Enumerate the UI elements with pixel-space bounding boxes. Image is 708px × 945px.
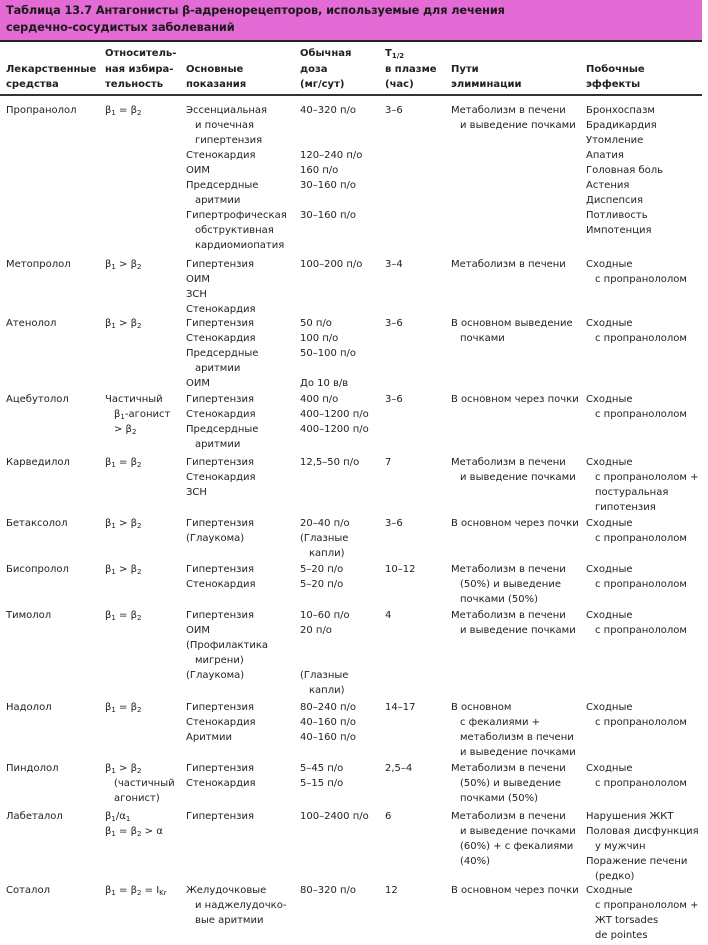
side-effects bbox=[586, 455, 698, 515]
dose-line bbox=[300, 638, 350, 653]
header-elimination-line: элиминации bbox=[451, 79, 522, 90]
header-half-life-line: (час) bbox=[385, 79, 414, 90]
side-effects-line: Сходные bbox=[586, 518, 633, 529]
elimination bbox=[451, 562, 566, 607]
header-indications-line: показания bbox=[186, 79, 247, 90]
dose bbox=[300, 455, 359, 470]
selectivity-line: агонист) bbox=[114, 793, 160, 804]
elimination-line: почками (50%) bbox=[460, 793, 538, 804]
elimination-line: В основном через почки bbox=[451, 518, 579, 529]
selectivity bbox=[105, 883, 167, 898]
side-effects-line: Сходные bbox=[586, 259, 633, 270]
drug-name: Бетаксолол bbox=[6, 518, 68, 529]
elimination-line: Метаболизм в печени bbox=[451, 610, 566, 621]
selectivity bbox=[105, 516, 141, 531]
elimination bbox=[451, 455, 576, 485]
side-effects-line: гипотензия bbox=[595, 502, 656, 513]
indications bbox=[186, 809, 254, 824]
elimination-line: и выведение почками bbox=[460, 747, 576, 758]
indications-line: Гипертензия bbox=[186, 564, 254, 575]
elimination-line: Метаболизм в печени bbox=[451, 763, 566, 774]
side-effects-line: Головная боль bbox=[586, 165, 664, 176]
indications-line: Предсердные bbox=[186, 180, 259, 191]
header-selectivity bbox=[105, 46, 176, 93]
elimination-line: с фекалиями + bbox=[460, 717, 541, 728]
side-effects-line: Бронхоспазм bbox=[586, 105, 655, 116]
dose-line: 100 п/о bbox=[300, 333, 339, 344]
dose-line: 40–160 п/о bbox=[300, 732, 357, 743]
elimination-line: и выведение почками bbox=[460, 826, 576, 837]
dose bbox=[300, 562, 343, 592]
indications-line: ОИМ bbox=[186, 274, 210, 285]
side-effects-line: Сходные bbox=[586, 702, 633, 713]
indications-line: мигрени) bbox=[195, 655, 244, 666]
half-life: 3–6 bbox=[385, 394, 403, 405]
side-effects-line: с пропранололом + bbox=[595, 472, 699, 483]
side-effects-line: с пропранололом bbox=[595, 778, 687, 789]
indications bbox=[186, 608, 268, 683]
side-effects-line: ЖТ torsades bbox=[595, 915, 659, 926]
half-life: 14–17 bbox=[385, 702, 416, 713]
side-effects-line: с пропранололом bbox=[595, 717, 687, 728]
indications-line: ОИМ bbox=[186, 625, 210, 636]
dose-line: капли) bbox=[309, 685, 345, 696]
indications-line: ЗСН bbox=[186, 289, 207, 300]
side-effects-line: Сходные bbox=[586, 457, 633, 468]
dose bbox=[300, 516, 350, 561]
dose-line: 40–320 п/о bbox=[300, 105, 357, 116]
half-life: 3–4 bbox=[385, 259, 403, 270]
selectivity-line: $\beta_1 > \beta_2$ bbox=[105, 763, 142, 775]
half-life: 10–12 bbox=[385, 564, 416, 575]
dose-line: 120–240 п/о bbox=[300, 150, 363, 161]
elimination-line: Метаболизм в печени bbox=[451, 457, 566, 468]
selectivity-line: $\beta_1/\alpha_1$ bbox=[105, 811, 131, 823]
dose-line: 160 п/о bbox=[300, 165, 339, 176]
dose-line: 50–100 п/о bbox=[300, 348, 357, 359]
selectivity bbox=[105, 392, 170, 437]
dose-line: 400–1200 п/о bbox=[300, 424, 369, 435]
drug-name: Метопролол bbox=[6, 259, 71, 270]
side-effects-line: Нарушения ЖКТ bbox=[586, 811, 674, 822]
indications bbox=[186, 103, 287, 253]
half-life: 3–6 bbox=[385, 105, 403, 116]
selectivity-line: $\beta_1 > \beta_2$ bbox=[105, 318, 142, 330]
side-effects-line: (редко) bbox=[595, 871, 635, 882]
drug-name: Тимолол bbox=[6, 610, 52, 621]
indications-line: ОИМ bbox=[186, 378, 210, 389]
elimination-line: В основном bbox=[451, 702, 512, 713]
drug-name: Надолол bbox=[6, 702, 52, 713]
header-selectivity-line: ная избира- bbox=[105, 63, 174, 75]
selectivity-line: > $\beta_2$ bbox=[114, 424, 137, 436]
elimination-line: Метаболизм в печени bbox=[451, 105, 566, 116]
indications-line: Гипертензия bbox=[186, 394, 254, 405]
dose-line: 40–160 п/о bbox=[300, 717, 357, 728]
dose-line: 30–160 п/о bbox=[300, 180, 357, 191]
header-side-effects-line: эффекты bbox=[586, 79, 641, 90]
selectivity-line: $\beta_1 > \beta_2$ bbox=[105, 259, 142, 271]
side-effects-line: с пропранололом bbox=[595, 579, 687, 590]
dose-line: До 10 в/в bbox=[300, 378, 349, 389]
elimination bbox=[451, 883, 579, 898]
selectivity bbox=[105, 257, 141, 272]
drug-name: Карведилол bbox=[6, 457, 70, 468]
dose bbox=[300, 257, 362, 272]
indications-line: ОИМ bbox=[186, 165, 210, 176]
header-half-life-line: в плазме bbox=[385, 63, 437, 75]
dose-line: 100–200 п/о bbox=[300, 259, 363, 270]
dose-line bbox=[300, 361, 356, 376]
indications-line: кардиомиопатия bbox=[195, 240, 285, 251]
selectivity-line: $\beta_1 = \beta_2$ bbox=[105, 610, 142, 622]
side-effects bbox=[586, 809, 699, 884]
indications-line: (Глаукома) bbox=[186, 533, 245, 544]
elimination-line: (60%) + с фекалиями bbox=[460, 841, 574, 852]
elimination bbox=[451, 809, 576, 869]
dose bbox=[300, 608, 350, 698]
indications bbox=[186, 700, 256, 745]
header-half-life bbox=[385, 46, 437, 93]
side-effects bbox=[586, 883, 698, 943]
selectivity-line: $\beta_1 = \beta_2 > \alpha$ bbox=[105, 826, 163, 838]
dose bbox=[300, 883, 356, 898]
selectivity-line: $\beta_1 > \beta_2$ bbox=[105, 518, 142, 530]
elimination bbox=[451, 316, 573, 346]
selectivity-line: Частичный bbox=[105, 394, 163, 405]
header-side-effects-line: Побочные bbox=[586, 63, 645, 75]
dose-line: капли) bbox=[309, 548, 345, 559]
side-effects bbox=[586, 562, 687, 592]
indications-line: Стенокардия bbox=[186, 333, 256, 344]
side-effects bbox=[586, 516, 687, 546]
indications-line: Гипертензия bbox=[186, 702, 254, 713]
header-selectivity-line: тельность bbox=[105, 79, 164, 90]
side-effects-line: Брадикардия bbox=[586, 120, 657, 131]
header-half-life-symbol: $T_{1/2}$ bbox=[385, 48, 405, 60]
header-elimination-line: Пути bbox=[451, 63, 479, 75]
side-effects-line: с пропранололом bbox=[595, 409, 687, 420]
dose-line: 400 п/о bbox=[300, 394, 339, 405]
side-effects-line: Сходные bbox=[586, 318, 633, 329]
dose bbox=[300, 103, 362, 223]
indications-line: Стенокардия bbox=[186, 717, 256, 728]
indications-line: Предсердные bbox=[186, 348, 259, 359]
indications-line: Эссенциальная bbox=[186, 105, 268, 116]
dose-line: 5–20 п/о bbox=[300, 579, 344, 590]
indications-line: аритмии bbox=[195, 363, 241, 374]
dose-line: 50 п/о bbox=[300, 318, 332, 329]
selectivity-line: $\beta_1 = \beta_2$ bbox=[105, 457, 142, 469]
header-drug bbox=[6, 62, 96, 93]
drug-name: Пропранолол bbox=[6, 105, 77, 116]
drug-name: Лабеталол bbox=[6, 811, 63, 822]
selectivity-line: $\beta_1 = \beta_2$ bbox=[105, 105, 142, 117]
half-life: 6 bbox=[385, 811, 392, 822]
indications bbox=[186, 316, 258, 391]
indications-line: Гипертензия bbox=[186, 457, 254, 468]
elimination-line: В основном выведение bbox=[451, 318, 573, 329]
side-effects bbox=[586, 103, 663, 238]
dose-line: 30–160 п/о bbox=[300, 210, 357, 221]
elimination-line: Метаболизм в печени bbox=[451, 259, 566, 270]
indications-line: Аритмии bbox=[186, 732, 233, 743]
side-effects-line: Импотенция bbox=[586, 225, 652, 236]
drug-name: Соталол bbox=[6, 885, 50, 896]
side-effects-line: Сходные bbox=[586, 394, 633, 405]
dose-line: 80–240 п/о bbox=[300, 702, 357, 713]
elimination-line: (40%) bbox=[460, 856, 491, 867]
header-dose-line: доза bbox=[300, 63, 328, 75]
indications-line: вые аритмии bbox=[195, 915, 264, 926]
elimination-line: почками (50%) bbox=[460, 594, 538, 605]
selectivity bbox=[105, 809, 163, 839]
side-effects-line: Половая дисфункция bbox=[586, 826, 699, 837]
elimination-line: В основном через почки bbox=[451, 885, 579, 896]
side-effects bbox=[586, 608, 687, 638]
dose-line: 5–45 п/о bbox=[300, 763, 344, 774]
header-dose-line: Обычная bbox=[300, 48, 352, 59]
half-life: 2,5–4 bbox=[385, 763, 413, 774]
header-indications bbox=[186, 62, 246, 93]
half-life: 3–6 bbox=[385, 518, 403, 529]
elimination-line: В основном через почки bbox=[451, 394, 579, 405]
dose bbox=[300, 700, 356, 745]
dose-line: (Глазные bbox=[300, 670, 349, 681]
selectivity bbox=[105, 316, 141, 331]
indications-line: Гипертензия bbox=[186, 610, 254, 621]
dose bbox=[300, 316, 356, 391]
indications bbox=[186, 516, 254, 546]
indications-line: аритмии bbox=[195, 195, 241, 206]
selectivity bbox=[105, 761, 175, 806]
side-effects-line: Апатия bbox=[586, 150, 624, 161]
header-drug-line: средства bbox=[6, 79, 59, 90]
drug-name: Атенолол bbox=[6, 318, 57, 329]
side-effects bbox=[586, 392, 687, 422]
drug-name: Пиндолол bbox=[6, 763, 59, 774]
side-effects-line: с пропранололом bbox=[595, 333, 687, 344]
elimination bbox=[451, 761, 566, 806]
side-effects bbox=[586, 700, 687, 730]
elimination bbox=[451, 392, 579, 407]
indications bbox=[186, 562, 256, 592]
elimination-line: Метаболизм в печени bbox=[451, 811, 566, 822]
indications-line: Гипертрофическая bbox=[186, 210, 287, 221]
dose bbox=[300, 392, 369, 437]
dose-line: 20 п/о bbox=[300, 625, 332, 636]
header-indications-line: Основные bbox=[186, 63, 244, 75]
dose-line bbox=[300, 193, 362, 208]
indications-line: (Глаукома) bbox=[186, 670, 245, 681]
side-effects bbox=[586, 761, 687, 791]
indications-line: обструктивная bbox=[195, 225, 274, 236]
header-divider bbox=[0, 94, 702, 96]
indications-line: Желудочковые bbox=[186, 885, 267, 896]
indications bbox=[186, 761, 256, 791]
table-title-line-1: Таблица 13.7 Антагонисты β-адренорецепторов, используемые для лечения bbox=[6, 4, 505, 17]
table-title bbox=[6, 3, 505, 36]
elimination-line: почками bbox=[460, 333, 505, 344]
side-effects-line: Утомление bbox=[586, 135, 644, 146]
header-elimination bbox=[451, 62, 522, 93]
header-side-effects bbox=[586, 62, 645, 93]
indications-line: Гипертензия bbox=[186, 518, 254, 529]
side-effects-line: Поражение печени bbox=[586, 856, 688, 867]
selectivity bbox=[105, 455, 141, 470]
dose-line: 100–2400 п/о bbox=[300, 811, 369, 822]
dose-line: 12,5–50 п/о bbox=[300, 457, 360, 468]
indications-line: Стенокардия bbox=[186, 778, 256, 789]
indications bbox=[186, 883, 286, 928]
drug-name: Бисопролол bbox=[6, 564, 69, 575]
side-effects-line: Диспепсия bbox=[586, 195, 644, 206]
selectivity bbox=[105, 103, 141, 118]
indications-line: Стенокардия bbox=[186, 472, 256, 483]
dose-line: 5–20 п/о bbox=[300, 564, 344, 575]
dose-line: 10–60 п/о bbox=[300, 610, 350, 621]
indications bbox=[186, 455, 256, 500]
indications bbox=[186, 257, 256, 317]
side-effects-line: Сходные bbox=[586, 610, 633, 621]
indications-line: ЗСН bbox=[186, 487, 207, 498]
drug-name: Ацебутолол bbox=[6, 394, 69, 405]
dose bbox=[300, 809, 369, 824]
elimination bbox=[451, 257, 566, 272]
side-effects-line: с пропранололом bbox=[595, 274, 687, 285]
indications-line: Стенокардия bbox=[186, 150, 256, 161]
elimination-line: метаболизм в печени bbox=[460, 732, 574, 743]
side-effects-line: с пропранололом + bbox=[595, 900, 699, 911]
elimination bbox=[451, 608, 576, 638]
side-effects-line: Астения bbox=[586, 180, 630, 191]
side-effects-line: Потливость bbox=[586, 210, 648, 221]
dose bbox=[300, 761, 343, 791]
dose-line: 20–40 п/о bbox=[300, 518, 350, 529]
indications-line: Предсердные bbox=[186, 424, 259, 435]
indications-line: Стенокардия bbox=[186, 409, 256, 420]
dose-line: 80–320 п/о bbox=[300, 885, 357, 896]
half-life: 3–6 bbox=[385, 318, 403, 329]
header-dose bbox=[300, 46, 351, 93]
indications bbox=[186, 392, 258, 452]
indications-line: (Профилактика bbox=[186, 640, 268, 651]
dose-line bbox=[300, 653, 350, 668]
indications-line: Гипертензия bbox=[186, 318, 254, 329]
half-life: 4 bbox=[385, 610, 392, 621]
indications-line: Стенокардия bbox=[186, 579, 256, 590]
selectivity-line: (частичный bbox=[114, 778, 175, 789]
indications-line: и наджелудочко- bbox=[195, 900, 287, 911]
side-effects bbox=[586, 316, 687, 346]
half-life: 7 bbox=[385, 457, 392, 468]
indications-line: аритмии bbox=[195, 439, 241, 450]
side-effects-line: Сходные bbox=[586, 763, 633, 774]
elimination-line: и выведение почками bbox=[460, 120, 576, 131]
header-dose-line: (мг/сут) bbox=[300, 79, 345, 90]
elimination bbox=[451, 103, 576, 133]
side-effects bbox=[586, 257, 687, 287]
elimination-line: (50%) и выведение bbox=[460, 579, 561, 590]
selectivity bbox=[105, 562, 141, 577]
indications-line: и почечная bbox=[195, 120, 254, 131]
selectivity-line: $\beta_1 = \beta_2 = I_{Kr}$ bbox=[105, 885, 167, 897]
side-effects-line: Сходные bbox=[586, 885, 633, 896]
selectivity-line: $\beta_1 > \beta_2$ bbox=[105, 564, 142, 576]
elimination-line: и выведение почками bbox=[460, 472, 576, 483]
side-effects-line: Сходные bbox=[586, 564, 633, 575]
header-drug-line: Лекарственные bbox=[6, 63, 97, 75]
dose-line bbox=[300, 118, 362, 133]
side-effects-line: с пропранололом bbox=[595, 533, 687, 544]
header-selectivity-line: Относитель- bbox=[105, 48, 177, 59]
selectivity bbox=[105, 700, 141, 715]
indications-line: Стенокардия bbox=[186, 304, 256, 315]
indications-line: Гипертензия bbox=[186, 811, 254, 822]
indications-line: Гипертензия bbox=[186, 763, 254, 774]
side-effects-line: постуральная bbox=[595, 487, 669, 498]
elimination bbox=[451, 700, 576, 760]
selectivity-line: $\beta_1$-агонист bbox=[114, 409, 171, 421]
dose-line bbox=[300, 133, 362, 148]
elimination bbox=[451, 516, 579, 531]
indications-line: Гипертензия bbox=[186, 259, 254, 270]
dose-line: (Глазные bbox=[300, 533, 349, 544]
indications-line: гипертензия bbox=[195, 135, 263, 146]
table-title-banner bbox=[0, 0, 702, 42]
elimination-line: Метаболизм в печени bbox=[451, 564, 566, 575]
selectivity bbox=[105, 608, 141, 623]
table-title-line-2: сердечно-сосудистых заболеваний bbox=[6, 20, 235, 34]
elimination-line: (50%) и выведение bbox=[460, 778, 561, 789]
side-effects-line: de pointes bbox=[595, 930, 648, 941]
side-effects-line: с пропранололом bbox=[595, 625, 687, 636]
dose-line: 400–1200 п/о bbox=[300, 409, 369, 420]
selectivity-line: $\beta_1 = \beta_2$ bbox=[105, 702, 142, 714]
dose-line: 5–15 п/о bbox=[300, 778, 344, 789]
side-effects-line: у мужчин bbox=[595, 841, 646, 852]
elimination-line: и выведение почками bbox=[460, 625, 576, 636]
half-life: 12 bbox=[385, 885, 398, 896]
